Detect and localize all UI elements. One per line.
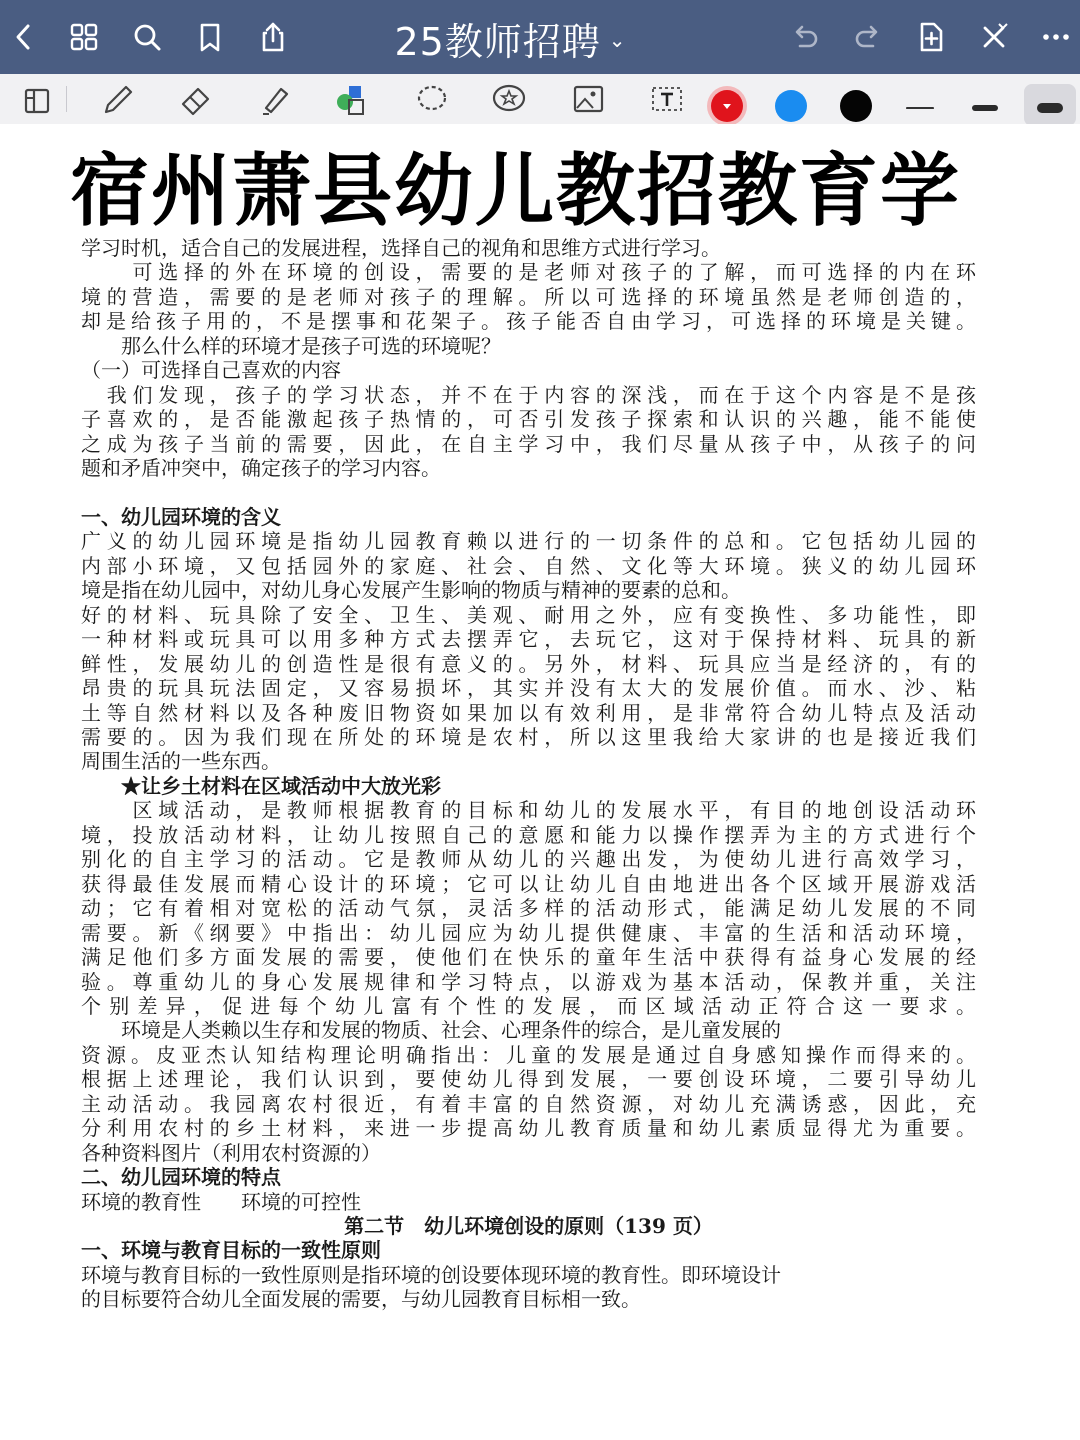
- bookmark-button[interactable]: [186, 13, 234, 61]
- search-button[interactable]: [123, 13, 171, 61]
- text-line: 环境的教育性 环境的可控性: [81, 1189, 361, 1214]
- stroke-thick-option[interactable]: [1037, 103, 1063, 113]
- highlighter-icon: [253, 78, 295, 120]
- text-line: 却是给孩子用的，不是摆事和花架子。孩子能否自由学习，可选择的环境是关键。: [81, 309, 976, 334]
- more-button[interactable]: [1032, 13, 1080, 61]
- text-line: 之成为孩子当前的需要，因此，在自主学习中，我们尽量从孩子中，从孩子的问: [81, 431, 976, 456]
- more-icon: [1039, 20, 1073, 54]
- text-line: 分利用农村的乡土材料，来进一步提高幼儿教育质量和幼儿素质显得尤为重要。: [81, 1116, 976, 1141]
- text-line: 昂贵的玩具玩法固定，又容易损坏，其实并没有太大的发展价值。而水、沙、粘: [81, 676, 976, 701]
- text-line: 主动活动。我园离农村很近，有着丰富的自然资源，对幼儿充满诱惑，因此，充: [81, 1091, 976, 1116]
- eraser-tool-button[interactable]: [166, 76, 224, 122]
- text-line: 境的营造，需要的是老师对孩子的理解。所以可选择的环境虽然是老师创造的，: [81, 284, 976, 309]
- add-page-icon: [914, 20, 948, 54]
- stroke-medium-option[interactable]: [972, 105, 998, 111]
- text-line: 土等自然材料以及各种废旧物资如果加以有效利用，是非常符合幼儿特点及活动: [81, 700, 976, 725]
- back-icon: [7, 20, 41, 54]
- page-view-button[interactable]: [8, 76, 66, 122]
- text-line: 需要的。因为我们现在所处的环境是农村，所以这里我给大家讲的也是接近我们: [81, 725, 976, 749]
- back-button[interactable]: [0, 13, 48, 61]
- chevron-down-icon: ⌄: [608, 28, 626, 52]
- close-edit-button[interactable]: [970, 13, 1018, 61]
- shapes-tool-button[interactable]: [323, 76, 381, 122]
- image-icon: [567, 78, 609, 120]
- share-button[interactable]: [249, 13, 297, 61]
- text-line: 周围生活的一些东西。: [81, 749, 281, 774]
- lasso-tool-button[interactable]: [402, 76, 460, 122]
- text-line: 那么什么样的环境才是孩子可选的环境呢？: [81, 333, 501, 358]
- text-line: 鲜性，发展幼儿的创造性是很有意义的。另外，材料、玩具应当是经济的，有的: [81, 651, 976, 676]
- toolbar-divider: [66, 86, 67, 112]
- lasso-icon: [410, 78, 452, 120]
- search-icon: [130, 20, 164, 54]
- highlighter-tool-button[interactable]: [245, 76, 303, 122]
- text-line: 好的材料、玩具除了安全、卫生、美观、耐用之外，应有变换性、多功能性，即: [81, 602, 976, 627]
- color-blue-swatch[interactable]: [775, 90, 807, 122]
- text-line: 一种材料或玩具可以用多种方式去摆弄它，去玩它，这对于保持材料、玩具的新: [81, 627, 976, 652]
- text-line: 满足他们多方面发展的需要，使他们在快乐的童年生活中获得有益身心发展的经: [81, 945, 976, 970]
- text-line: 学习时机，适合自己的发展进程，选择自己的视角和思维方式进行学习。: [81, 236, 721, 260]
- text-line: 环境是人类赖以生存和发展的物质、社会、心理条件的综合，是儿童发展的: [81, 1018, 781, 1043]
- text-line: 个别差异，促进每个幼儿富有个性的发展，而区域活动正符合这一要求。: [81, 993, 976, 1018]
- document-page[interactable]: [0, 124, 1080, 1440]
- document-title: 25教师招聘: [394, 19, 601, 64]
- annotation-toolbar: [0, 74, 1080, 124]
- undo-icon: [788, 20, 822, 54]
- bookmark-icon: [193, 20, 227, 54]
- text-line: 各种资料图片（利用农村资源的）: [81, 1140, 381, 1165]
- text-line: 需要。新《纲要》中指出：幼儿园应为幼儿提供健康、丰富的生活和活动环境，: [81, 920, 976, 945]
- pen-tool-button[interactable]: [88, 76, 146, 122]
- section-heading: 一、环境与教育目标的一致性原则: [81, 1238, 381, 1263]
- document-heading: 宿州萧县幼儿教招教育学: [70, 145, 961, 237]
- text-line: 根据上述理论，我们认识到，要使幼儿得到发展，一要创设环境，二要引导幼儿: [81, 1067, 976, 1092]
- section-heading: 二、幼儿园环境的特点: [81, 1165, 281, 1190]
- text-line: 题和矛盾冲突中，确定孩子的学习内容。: [81, 456, 441, 481]
- pen-icon: [96, 78, 138, 120]
- document-title-menu[interactable]: [360, 12, 660, 64]
- text-line: 环境与教育目标的一致性原则是指环境的创设要体现环境的教育性。即环境设计: [81, 1262, 781, 1287]
- section-heading: 一、幼儿园环境的含义: [81, 504, 281, 529]
- undo-button[interactable]: [781, 13, 829, 61]
- sticker-tool-button[interactable]: [480, 76, 538, 122]
- grid-icon: [67, 20, 101, 54]
- shapes-icon: [331, 78, 373, 120]
- text-line: 内部小环境，又包括园外的家庭、社会、自然、文化等大环境。狭义的幼儿园环: [81, 553, 976, 578]
- top-nav-bar: [0, 0, 1080, 74]
- text-line: 境，投放活动材料，让幼儿按照自己的意愿和能力以操作摆弄为主的方式进行个: [81, 822, 976, 847]
- text-line: 广义的幼儿园环境是指幼儿园教育赖以进行的一切条件的总和。它包括幼儿园的: [81, 529, 976, 554]
- color-black-swatch[interactable]: [840, 90, 872, 122]
- text-line: 区域活动，是教师根据教育的目标和幼儿的发展水平，有目的地创设活动环: [81, 798, 976, 823]
- text-line: 别化的自主学习的活动。它是教师从幼儿的兴趣出发，为使幼儿进行高效学习，: [81, 847, 976, 872]
- text-line: 验。尊重幼儿的身心发展规律和学习特点，以游戏为基本活动，保教并重，关注: [81, 969, 976, 994]
- image-tool-button[interactable]: [559, 76, 617, 122]
- stroke-thin-option[interactable]: [906, 107, 934, 109]
- eraser-icon: [174, 78, 216, 120]
- text-line: 获得最佳发展而精心设计的环境；它可以让幼儿自由地进出各个区域开展游戏活: [81, 871, 976, 896]
- sticker-icon: [488, 78, 530, 120]
- text-tool-button[interactable]: [637, 76, 695, 122]
- color-red-swatch[interactable]: [711, 90, 743, 122]
- page-view-icon: [16, 78, 58, 120]
- section-heading: 第二节 幼儿环境创设的原则（139 页）: [344, 1214, 713, 1238]
- text-line: 动；它有着相对宽松的活动气氛，灵活多样的活动形式，能满足幼儿发展的不同: [81, 896, 976, 921]
- redo-button[interactable]: [844, 13, 892, 61]
- close-icon: [977, 20, 1011, 54]
- text-line: 子喜欢的，是否能激起孩子热情的，可否引发孩子探索和认识的兴趣，能不能使: [81, 407, 976, 432]
- text-line: 境是指在幼儿园中，对幼儿身心发展产生影响的物质与精神的要素的总和。: [81, 578, 741, 603]
- text-line: 资源。皮亚杰认知结构理论明确指出：儿童的发展是通过自身感知操作而得来的。: [81, 1042, 976, 1067]
- thumbnails-button[interactable]: [60, 13, 108, 61]
- text-line: 的目标要符合幼儿全面发展的需要，与幼儿园教育目标相一致。: [81, 1287, 641, 1312]
- redo-icon: [851, 20, 885, 54]
- share-icon: [256, 20, 290, 54]
- text-line: 我们发现，孩子的学习状态，并不在于内容的深浅，而在于这个内容是不是孩: [81, 382, 976, 407]
- add-page-button[interactable]: [907, 13, 955, 61]
- text-line: （一）可选择自己喜欢的内容: [81, 358, 341, 383]
- section-heading: ★让乡土材料在区域活动中大放光彩: [81, 773, 441, 798]
- text-icon: [645, 78, 687, 120]
- text-line: 可选择的外在环境的创设，需要的是老师对孩子的了解，而可选择的内在环: [81, 260, 976, 285]
